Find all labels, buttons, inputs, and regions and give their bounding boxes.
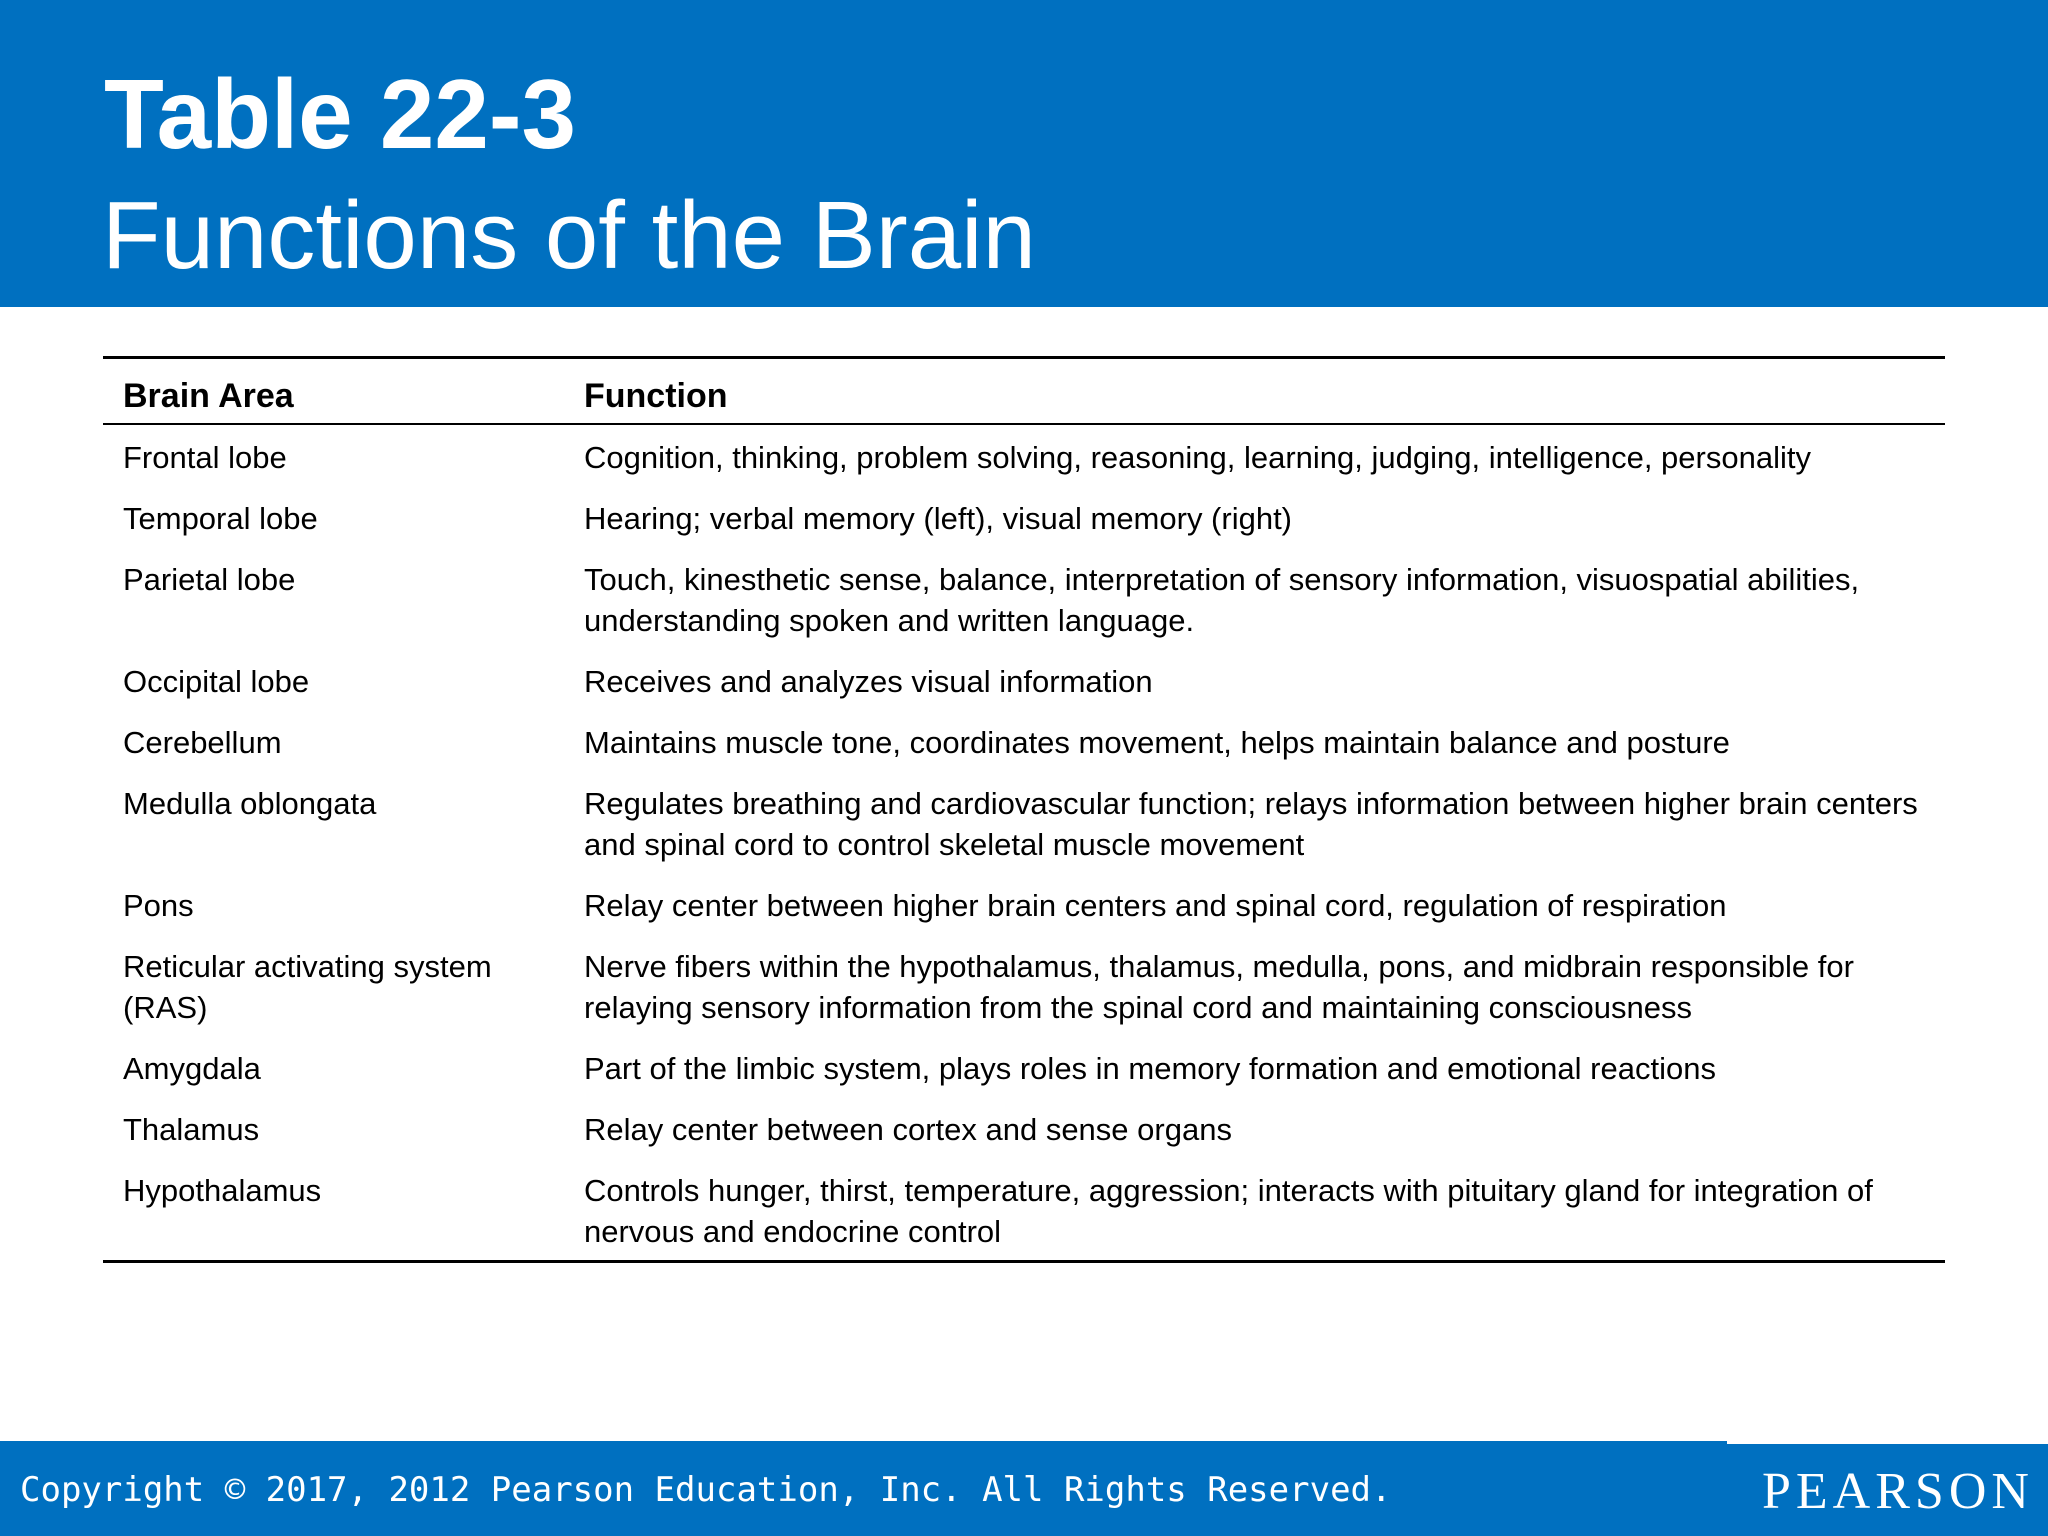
footer-divider <box>1727 1438 2048 1444</box>
table-row <box>103 661 1945 722</box>
page-title: Functions of the Brain <box>102 182 1036 289</box>
table-row <box>103 424 1945 498</box>
brain-area-cell: Frontal lobe <box>123 440 287 475</box>
function-cell: Relay center between cortex and sense organs <box>584 1112 1232 1147</box>
brain-area-cell: Hypothalamus <box>123 1173 322 1208</box>
brain-area-cell: Medulla oblongata <box>123 786 377 821</box>
copyright-notice: Copyright © 2017, 2012 Pearson Education, Inc. All Rights Reserved. <box>20 1470 1392 1510</box>
function-cell: Hearing; verbal memory (left), visual memory (right) <box>584 501 1293 536</box>
table-row <box>103 946 1945 1048</box>
table-number-title: Table 22-3 <box>104 59 577 169</box>
function-cell: Relay center between higher brain centers and spinal cord, regulation of respiration <box>584 888 1727 923</box>
brain-area-cell: Occipital lobe <box>123 664 310 699</box>
brain-area-cell: Cerebellum <box>123 725 282 760</box>
brain-area-cell: Pons <box>123 888 194 923</box>
function-cell: Cognition, thinking, problem solving, reasoning, learning, judging, intelligence, personality <box>584 440 1811 475</box>
table-row <box>103 559 1945 661</box>
column-header-brain-area: Brain Area <box>103 358 564 425</box>
brain-area-cell: Amygdala <box>123 1051 261 1086</box>
table-row <box>103 1109 1945 1170</box>
function-cell: Regulates breathing and cardiovascular function; relays information between higher brain centers and spinal cord to control skeletal muscle movement <box>584 786 1918 862</box>
brain-functions-table-container <box>103 356 1945 1263</box>
table-row <box>103 1048 1945 1109</box>
table-row <box>103 498 1945 559</box>
table-row <box>103 722 1945 783</box>
table-row <box>103 783 1945 885</box>
function-cell: Nerve fibers within the hypothalamus, thalamus, medulla, pons, and midbrain responsible for relaying sensory information from the spinal cord and maintaining consciousness <box>584 949 1854 1025</box>
function-cell: Controls hunger, thirst, temperature, aggression; interacts with pituitary gland for integration of nervous and endocrine control <box>584 1173 1873 1249</box>
brain-area-cell: Reticular activating system (RAS) <box>123 949 492 1025</box>
function-cell: Touch, kinesthetic sense, balance, interpretation of sensory information, visuospatial abilities, understanding spoken and written language. <box>584 562 1860 638</box>
column-header-function: Function <box>564 358 1945 425</box>
table-header-row <box>103 358 1945 425</box>
brain-area-cell: Thalamus <box>123 1112 260 1147</box>
brain-area-cell: Parietal lobe <box>123 562 296 597</box>
function-cell: Part of the limbic system, plays roles in memory formation and emotional reactions <box>584 1051 1716 1086</box>
function-cell: Receives and analyzes visual information <box>584 664 1153 699</box>
function-cell: Maintains muscle tone, coordinates movement, helps maintain balance and posture <box>584 725 1730 760</box>
pearson-logo: PEARSON <box>1762 1463 2034 1520</box>
brain-area-cell: Temporal lobe <box>123 501 318 536</box>
table-row <box>103 885 1945 946</box>
brain-functions-table <box>103 356 1945 1263</box>
table-row <box>103 1170 1945 1262</box>
